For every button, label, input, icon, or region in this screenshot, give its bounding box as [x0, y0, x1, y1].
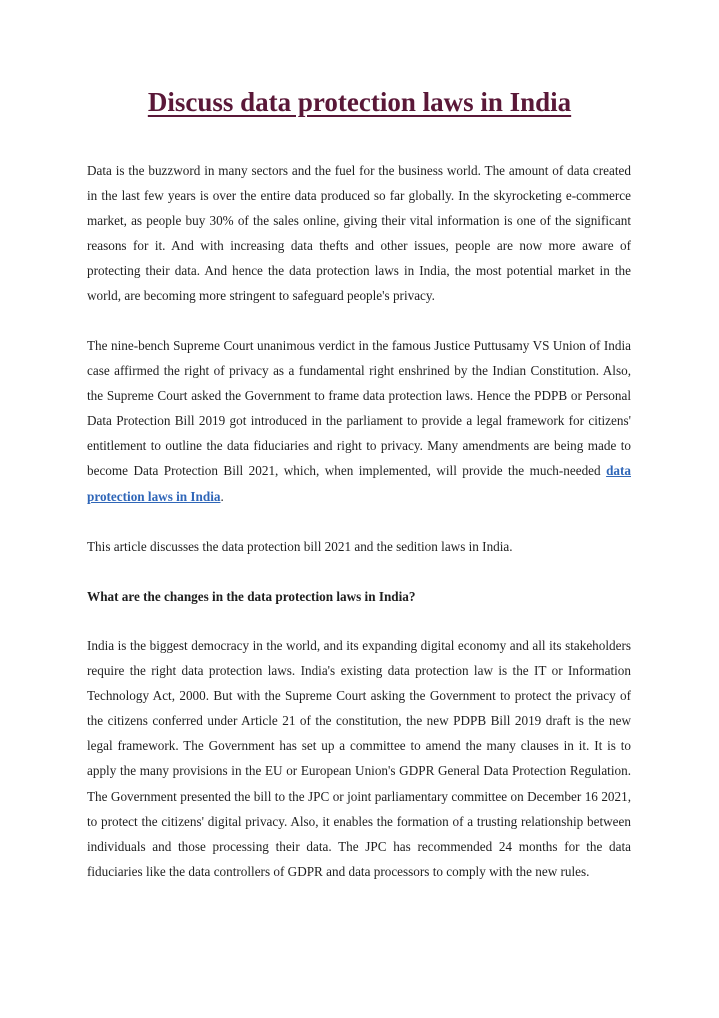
- page-title-text: Discuss data protection laws in India: [147, 87, 572, 117]
- section-heading: What are the changes in the data protection laws in India?: [87, 589, 416, 604]
- data-protection-laws-link[interactable]: data protection laws in India: [87, 463, 631, 504]
- paragraph-text: The nine-bench Supreme Court unanimous verdict in the famous Justice Puttusamy VS Union of India case affirmed the right of privacy as a fundamental right enshrined by the Indian Constitution. Also, the Supreme Court asked the Government to frame data protection laws. Hence the PDPB or Personal Data Protection Bill 2019 got introduced in the parliament to provide a legal framework for citizens' entitlement to outline the data fiduciaries and right to privacy. Many amendments are being made to become Data Protection Bill 2021, which, when implemented, will provide the much-needed: [87, 338, 631, 479]
- supreme-court-paragraph: [87, 333, 631, 509]
- intro-paragraph: Data is the buzzword in many sectors and the fuel for the business world. The amount of data created in the last few years is over the entire data produced so far globally. In the skyrocketing e-commerce market, as people buy 30% of the sales online, giving their vital information is one of the significant reasons for it. And with increasing data thefts and other issues, people are now more aware of protecting their data. And hence the data protection laws in India, the most potential market in the world, are becoming more stringent to safeguard people's privacy.: [87, 163, 631, 304]
- page-title: [0, 84, 719, 120]
- changes-paragraph: India is the biggest democracy in the world, and its expanding digital economy and all its stakeholders require the right data protection laws. India's existing data protection law is the IT or Information Technology Act, 2000. But with the Supreme Court asking the Government to protect the privacy of the citizens conferred under Article 21 of the constitution, the new PDPB Bill 2019 draft is the new legal framework. The Government has set up a committee to amend the many clauses in it. It is to apply the many provisions in the EU or European Union's GDPR General Data Protection Regulation. The Government presented the bill to the JPC or joint parliamentary committee on December 16 2021, to protect the citizens' digital privacy. Also, it enables the formation of a trusting relationship between individuals and those processing their data. The JPC has recommended 24 months for the data fiduciaries like the data controllers of GDPR and data processors to comply with the new rules.: [87, 638, 631, 879]
- paragraph-text-end: .: [220, 488, 224, 504]
- article-summary-paragraph: This article discusses the data protection bill 2021 and the sedition laws in India.: [87, 539, 513, 554]
